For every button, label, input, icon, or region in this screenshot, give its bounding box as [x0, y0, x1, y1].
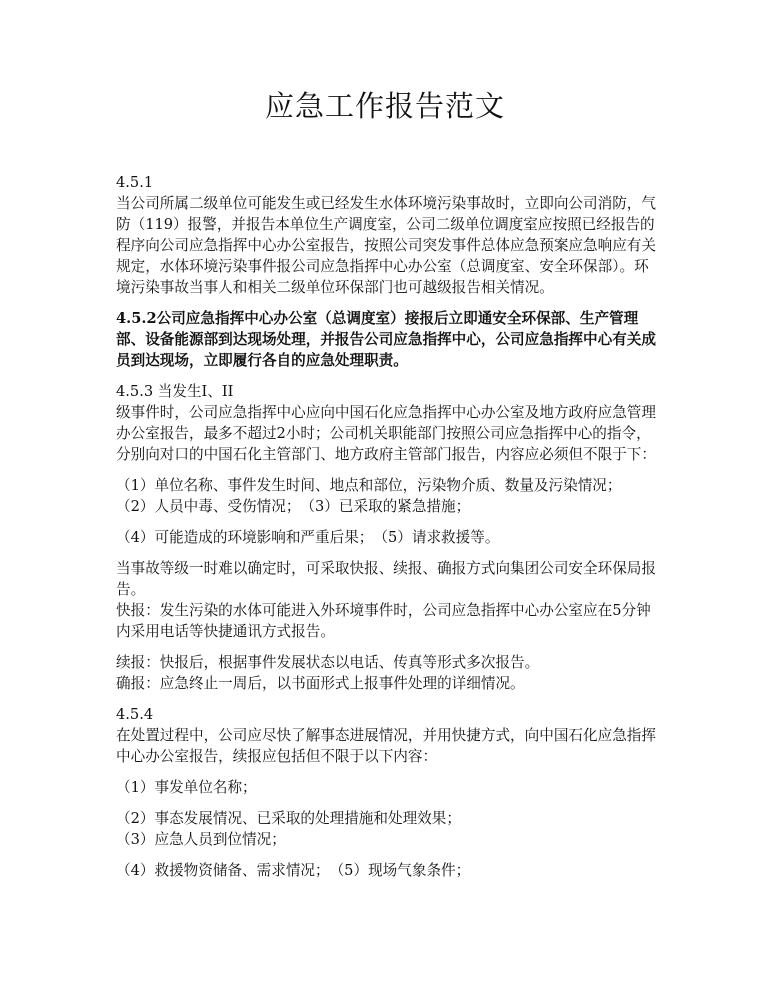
paragraph-line: （1）事发单位名称； — [116, 779, 257, 796]
paragraph-line: 4.5.2公司应急指挥中心办公室（总调度室）接报后立即通安全环保部、生产管理部、设备能源部到达现场处理，并报告公司应急指挥中心，公司应急指挥中心有关成员到达现场，立即履行各自的应急处理职责。 — [116, 310, 656, 369]
paragraph-line: （2）人员中毒、受伤情况； （3）已采取的紧急措施； — [116, 498, 471, 515]
paragraph — [116, 860, 661, 881]
paragraph — [116, 777, 661, 798]
paragraph-line: 4.5.3 当发生I、II — [116, 383, 234, 400]
paragraph-line: （4）救援物资储备、需求情况； （5）现场气象条件； — [116, 862, 471, 879]
paragraph-line: （3）应急人员到位情况； — [116, 831, 286, 848]
document-body — [116, 172, 661, 891]
paragraph-line: 当公司所属二级单位可能发生或已经发生水体环境污染事故时，立即向公司消防，气防（119）报警，并报告本单位生产调度室，公司二级单位调度室应按照已经报告的程序向公司应急指挥中心办公室报告，按照公司突发事件总体应急预案应急响应有关规定，水体环境污染事件报公司应急指挥中心办公室（总调度室、安全环保部）。环境污染事故当事人和相关二级单位环保部门也可越级报告相关情况。 — [116, 195, 656, 296]
document-title: 应急工作报告范文 — [264, 89, 505, 123]
paragraph — [116, 381, 661, 465]
paragraph-line: （1）单位名称、事件发生时间、地点和部位，污染物介质、数量及污染情况； — [116, 477, 622, 494]
paragraph-line: 确报：应急终止一周后，以书面形式上报事件处理的详细情况。 — [116, 675, 525, 692]
paragraph-line: （4）可能造成的环境影响和严重后果； （5）请求救援等。 — [116, 529, 500, 546]
paragraph-line: 4.5.4 — [116, 706, 154, 723]
paragraph — [116, 558, 661, 642]
paragraph-line: 续报：快报后，根据事件发展状态以电话、传真等形式多次报告。 — [116, 654, 540, 671]
paragraph — [116, 475, 661, 517]
paragraph-line: 当事故等级一时难以确定时，可采取快报、续报、确报方式向集团公司安全环保局报告。 — [116, 560, 656, 598]
paragraph — [116, 652, 661, 694]
paragraph-line: （2）事态发展情况、已采取的处理措施和处理效果； — [116, 810, 461, 827]
paragraph-line: 级事件时，公司应急指挥中心应向中国石化应急指挥中心办公室及地方政府应急管理办公室报告，最多不超过2小时；公司机关职能部门按照公司应急指挥中心的指令，分别向对口的中国石化主管部门、地方政府主管部门报告，内容应必须但不限于下： — [116, 404, 656, 463]
paragraph — [116, 308, 661, 371]
paragraph-line: 快报：发生污染的水体可能进入外环境事件时，公司应急指挥中心办公室应在5分钟内采用电话等快捷通讯方式报告。 — [116, 602, 651, 640]
paragraph-line: 4.5.1 — [116, 174, 154, 191]
paragraph — [116, 172, 661, 298]
paragraph — [116, 527, 661, 548]
paragraph-line: 在处置过程中，公司应尽快了解事态进展情况，并用快捷方式，向中国石化应急指挥中心办公室报告，续报应包括但不限于以下内容： — [116, 727, 656, 765]
paragraph — [116, 704, 661, 767]
paragraph — [116, 808, 661, 850]
